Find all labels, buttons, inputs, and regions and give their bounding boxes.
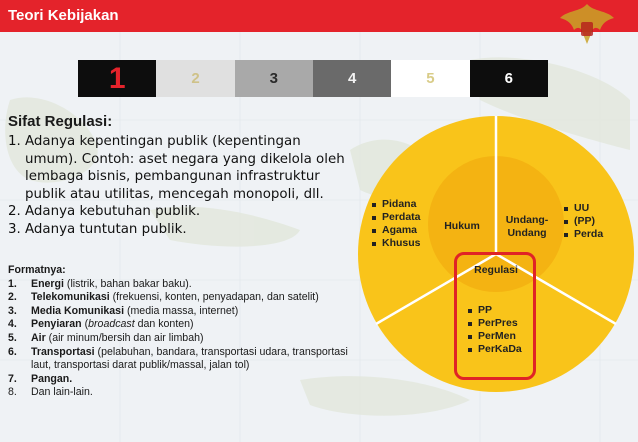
- hukum-items-list: [372, 198, 421, 250]
- step-1: 1: [78, 60, 156, 97]
- regulation-item-number: 1.: [8, 134, 21, 149]
- format-item-number: 3.: [8, 304, 17, 317]
- list-item: [468, 343, 522, 356]
- format-item-detail: (air minum/bersih dan air limbah): [45, 331, 204, 344]
- format-item-detail: (pelabuhan, bandara, transportasi udara, transportasi laut, transportasi darat publik/massal, jalan tol): [31, 345, 348, 372]
- regulasi-item: PerPres: [478, 317, 518, 329]
- list-item: [468, 317, 522, 330]
- format-item-number: 2.: [8, 291, 17, 304]
- regulasi-item: PerMen: [478, 330, 516, 342]
- format-item-name: Pangan.: [31, 372, 73, 385]
- garuda-emblem-icon: [550, 0, 624, 58]
- page-title: Teori Kebijakan: [8, 7, 119, 24]
- hukum-item: Perdata: [382, 211, 421, 223]
- format-item-detail: (frekuensi, konten, penyadapan, dan satelit): [109, 291, 319, 304]
- format-item: [8, 318, 358, 332]
- step-5: 5: [391, 60, 469, 97]
- regulation-heading: Sifat Regulasi:: [8, 113, 113, 130]
- undang-label: Undang- Undang: [505, 214, 549, 239]
- format-item-name: Telekomunikasi: [31, 291, 110, 304]
- format-item-number: 7.: [8, 372, 17, 385]
- list-item: [372, 237, 421, 250]
- list-item: [564, 228, 603, 241]
- format-item-name: Penyiaran: [31, 318, 82, 331]
- list-item: [564, 215, 603, 228]
- format-item: [8, 332, 358, 346]
- regulasi-label: Regulasi: [474, 264, 518, 276]
- list-item: [468, 330, 522, 343]
- undang-item: (PP): [574, 215, 595, 227]
- format-block: [8, 264, 358, 400]
- format-item: [8, 386, 358, 400]
- format-item-name: Air: [31, 331, 46, 344]
- list-item: [372, 198, 421, 211]
- regulation-item-number: 3.: [8, 221, 21, 237]
- regulation-item: [8, 203, 350, 221]
- format-heading: Formatnya:: [8, 264, 66, 276]
- format-item-detail: Dan lain-lain.: [31, 386, 93, 399]
- format-item-number: 1.: [8, 277, 17, 290]
- format-item-number: 8.: [8, 386, 17, 399]
- format-item: [8, 305, 358, 319]
- regulasi-item: PerKaDa: [478, 343, 522, 355]
- format-item-number: 6.: [8, 345, 17, 358]
- hukum-label: Hukum: [444, 220, 480, 232]
- step-3: 3: [235, 60, 313, 97]
- step-6: 6: [470, 60, 548, 97]
- undang-items-list: [564, 202, 603, 241]
- format-item-detail: (listrik, bahan bakar baku).: [63, 277, 192, 290]
- regulasi-items-list: [468, 304, 522, 356]
- format-item-name: Transportasi: [31, 345, 95, 358]
- format-item: [8, 278, 358, 292]
- format-item-number: 5.: [8, 331, 17, 344]
- step-2: 2: [156, 60, 234, 97]
- regulation-item: [8, 133, 350, 203]
- regulation-item-text: Adanya kebutuhan publik.: [25, 204, 201, 220]
- format-item: [8, 346, 358, 373]
- list-item: [468, 304, 522, 317]
- format-item-detail: (media massa, internet): [124, 304, 239, 317]
- format-item-name: Media Komunikasi: [31, 304, 125, 317]
- step-bar: [78, 60, 548, 97]
- regulation-item-number: 2.: [8, 204, 21, 220]
- regulation-item: [8, 221, 350, 239]
- regulasi-item: PP: [478, 304, 493, 316]
- format-item-number: 4.: [8, 318, 17, 331]
- list-item: [564, 202, 603, 215]
- step-4: 4: [313, 60, 391, 97]
- format-item-detail: (broadcast dan konten): [81, 318, 194, 331]
- format-item-name: Energi: [31, 277, 64, 290]
- undang-item: Perda: [574, 228, 604, 240]
- undang-item: UU: [574, 202, 590, 214]
- list-item: [372, 211, 421, 224]
- regulation-item-text: Adanya tuntutan publik.: [25, 221, 187, 237]
- title-bar: [0, 0, 638, 32]
- hukum-item: Khusus: [382, 237, 421, 249]
- regulation-item-text: Adanya kepentingan publik (kepentingan umum). Contoh: aset negara yang dikelola oleh lembaga bisnis, pembangunan infrastruktur publik atau utilitas, mencegah monopoli, dll.: [25, 134, 345, 202]
- format-item: [8, 373, 358, 387]
- format-item: [8, 291, 358, 305]
- format-list: [8, 278, 358, 400]
- list-item: [372, 224, 421, 237]
- hukum-item: Agama: [382, 224, 418, 236]
- regulation-list: [8, 133, 350, 239]
- hukum-item: Pidana: [382, 198, 417, 210]
- law-hierarchy-diagram: [356, 114, 638, 396]
